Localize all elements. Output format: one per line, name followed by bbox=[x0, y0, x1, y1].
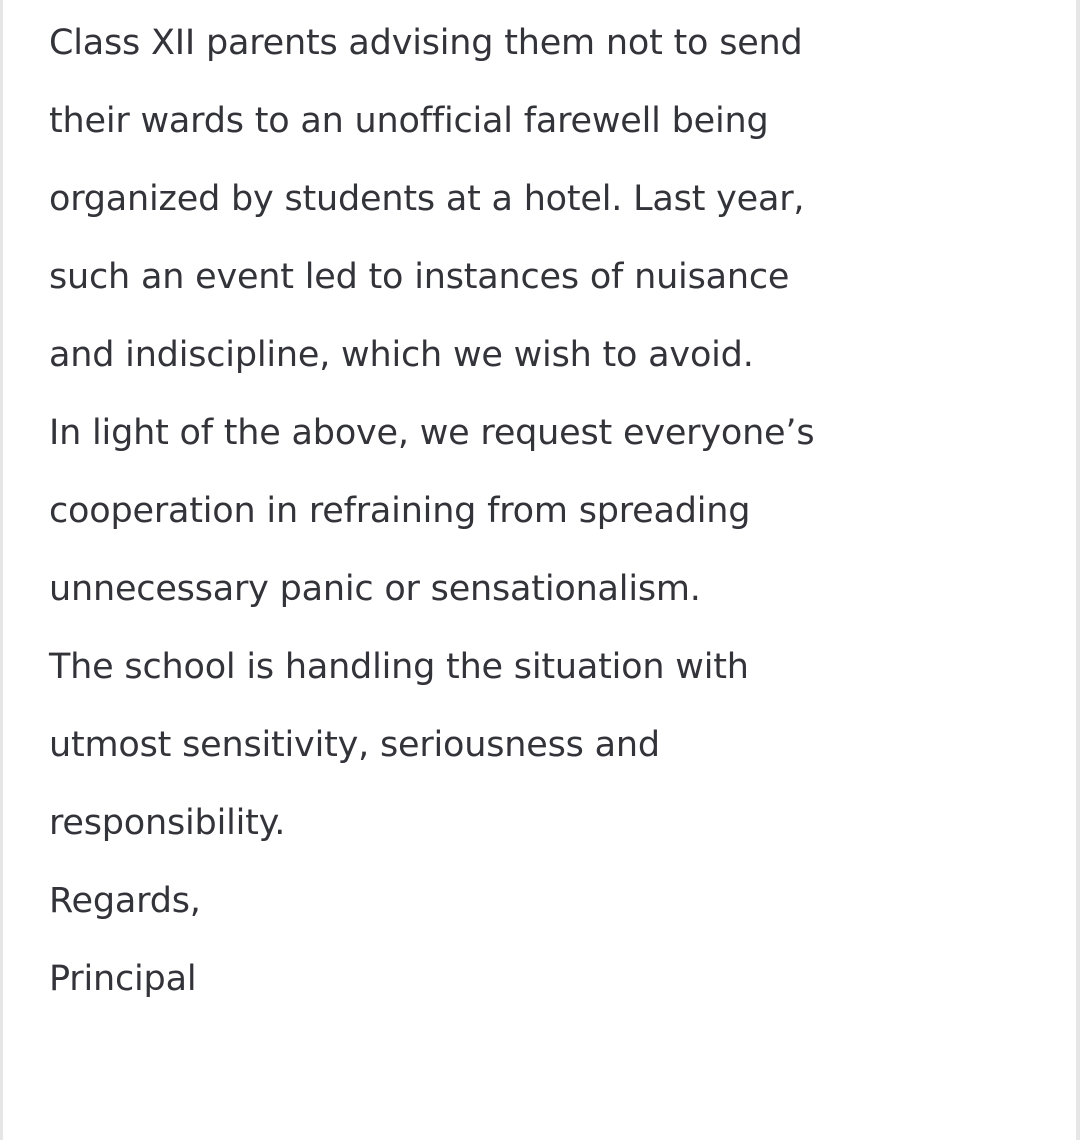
message-line: such an event led to instances of nuisance bbox=[49, 257, 790, 297]
message-line: and indiscipline, which we wish to avoid. bbox=[49, 335, 754, 375]
message-line: unnecessary panic or sensationalism. bbox=[49, 569, 701, 609]
message-line: Class XII parents advising them not to send bbox=[49, 23, 803, 63]
message-line: cooperation in refraining from spreading bbox=[49, 491, 751, 531]
message-line: responsibility. bbox=[49, 803, 286, 843]
left-border bbox=[0, 0, 3, 1140]
right-border bbox=[1076, 0, 1080, 1140]
message-line: their wards to an unofficial farewell being bbox=[49, 101, 769, 141]
sign-off-regards: Regards, bbox=[49, 881, 201, 921]
message-line: The school is handling the situation with bbox=[49, 647, 749, 687]
message-body bbox=[49, 4, 1059, 1018]
message-line: utmost sensitivity, seriousness and bbox=[49, 725, 660, 765]
message-line: organized by students at a hotel. Last year, bbox=[49, 179, 805, 219]
message-line: In light of the above, we request everyone’s bbox=[49, 413, 815, 453]
sign-off-principal: Principal bbox=[49, 959, 197, 999]
